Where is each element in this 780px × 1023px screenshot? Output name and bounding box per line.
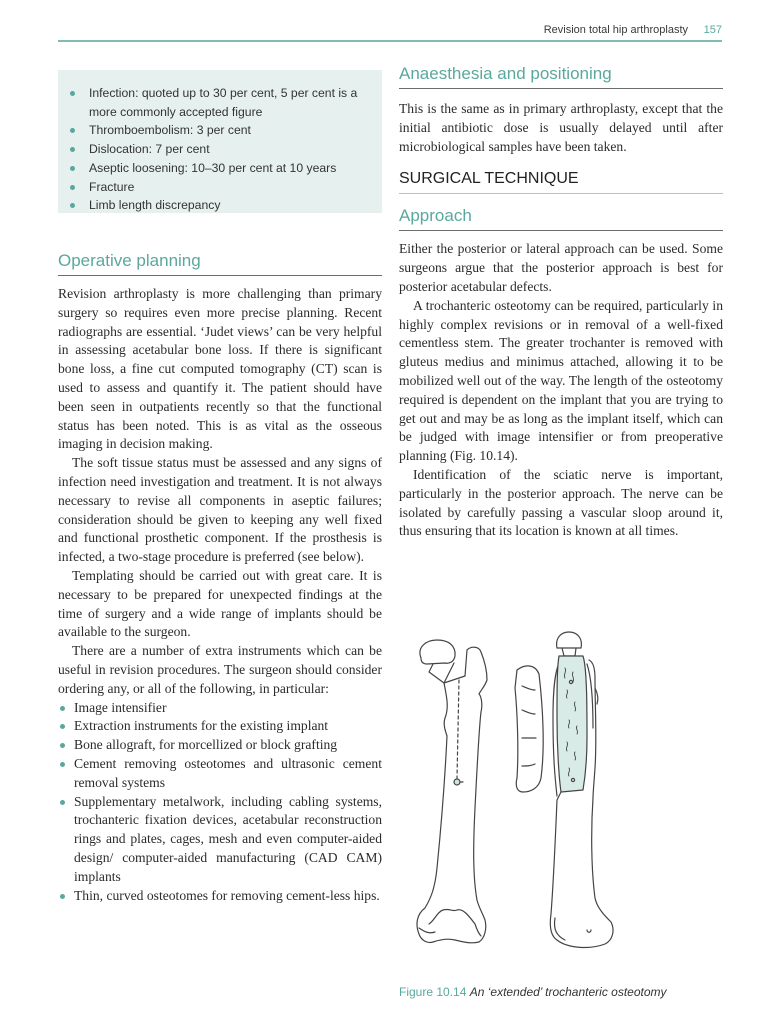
- paragraph: There are a number of extra instruments which can be useful in revision procedures. The surgeon should consider ordering any, or all of the following, in particular:: [58, 643, 382, 696]
- femur-right-osteotomy-icon: [515, 632, 613, 947]
- list-item: Extraction instruments for the existing implant: [58, 717, 382, 736]
- paragraph: Identification of the sciatic nerve is important, particularly in the posterior approach. The nerve can be isolated by carefully passing a vascular sloop around it, thus ensuring that its location is known at all times.: [399, 466, 723, 539]
- list-item: Limb length discrepancy: [66, 196, 372, 215]
- list-item: Infection: quoted up to 30 per cent, 5 per cent is a more commonly accepted figure: [66, 84, 372, 121]
- list-item: Bone allograft, for morcellized or block grafting: [58, 736, 382, 755]
- heading-surgical-technique: SURGICAL TECHNIQUE: [399, 170, 723, 194]
- paragraph: Either the posterior or lateral approach can be used. Some surgeons argue that the posterior approach is best for posterior acetabular defects.: [399, 241, 723, 294]
- complications-box: [58, 70, 382, 213]
- heading-anaesthesia: Anaesthesia and positioning: [399, 64, 723, 89]
- femur-osteotomy-illustration: [399, 628, 723, 973]
- figure-label: Figure 10.14: [399, 985, 467, 999]
- list-item: Fracture: [66, 178, 372, 197]
- list-item: Image intensifier: [58, 699, 382, 718]
- paragraph: The soft tissue status must be assessed and any signs of infection need investigation and treatment. It is not always necessary to revise all components in aseptic failures; consideration should be given to keeping any well fixed and functional prosthetic component. If the prosthesis is infected, a two-stage procedure is preferred (see below).: [58, 455, 382, 565]
- list-item: Supplementary metalwork, including cabling systems, trochanteric fixation devices, acetabular reconstruction rings and plates, cages, mesh and even computer-aided design/ computer-aided manufacturing (CAD CAM) implants: [58, 793, 382, 887]
- list-item: Thin, curved osteotomes for removing cement-less hips.: [58, 887, 382, 906]
- list-item: Thromboembolism: 3 per cent: [66, 121, 372, 140]
- page-number: 157: [703, 24, 722, 36]
- paragraph: Templating should be carried out with great care. It is necessary to be prepared for unexpected findings at the time of surgery and a wide range of implants should be available to the surgeon.: [58, 567, 382, 640]
- paragraph: This is the same as in primary arthroplasty, except that the initial antibiotic dose is usually delayed until after microbiological samples have been taken.: [399, 101, 723, 154]
- femur-left-icon: [417, 640, 487, 943]
- list-item: Dislocation: 7 per cent: [66, 140, 372, 159]
- paragraph: A trochanteric osteotomy can be required, particularly in highly complex revisions or in removal of a well-fixed cementless stem. The greater trochanter is removed with gluteus medius and minimus attached, allowing it to be mobilized well out of the way. The length of the osteotomy required is dependent on the implant that you are trying to get out and may be as long as the implant itself, which can be judged with image intensifier or from preoperative planning (Fig. 10.14).: [399, 297, 723, 464]
- figure-10-14: [399, 628, 723, 973]
- list-item: Cement removing osteotomes and ultrasonic cement removal systems: [58, 755, 382, 793]
- right-column: [399, 60, 723, 541]
- running-head-title: Revision total hip arthroplasty: [543, 24, 688, 36]
- complications-list: [66, 84, 372, 215]
- paragraph: Revision arthroplasty is more challenging than primary surgery so requires even more precise planning. Recent radiographs are essential. ‘Judet views’ can be very helpful in assessing acetabular bone loss. If there is significant bone loss, a fine cut computed tomography (CT) scan is used to assess and quantify it. The patient should have been seen in outpatients recently so that the functional status has been noted. This is as vital as the osseous imaging in decision making.: [58, 286, 382, 452]
- left-column: [58, 60, 382, 905]
- list-item: Aseptic loosening: 10–30 per cent at 10 years: [66, 159, 372, 178]
- heading-operative-planning: Operative planning: [58, 251, 382, 276]
- figure-caption: [399, 985, 667, 999]
- heading-approach: Approach: [399, 206, 723, 231]
- running-head: [58, 22, 722, 42]
- instruments-list: [58, 699, 382, 906]
- figure-caption-text: An ‘extended’ trochanteric osteotomy: [469, 985, 667, 999]
